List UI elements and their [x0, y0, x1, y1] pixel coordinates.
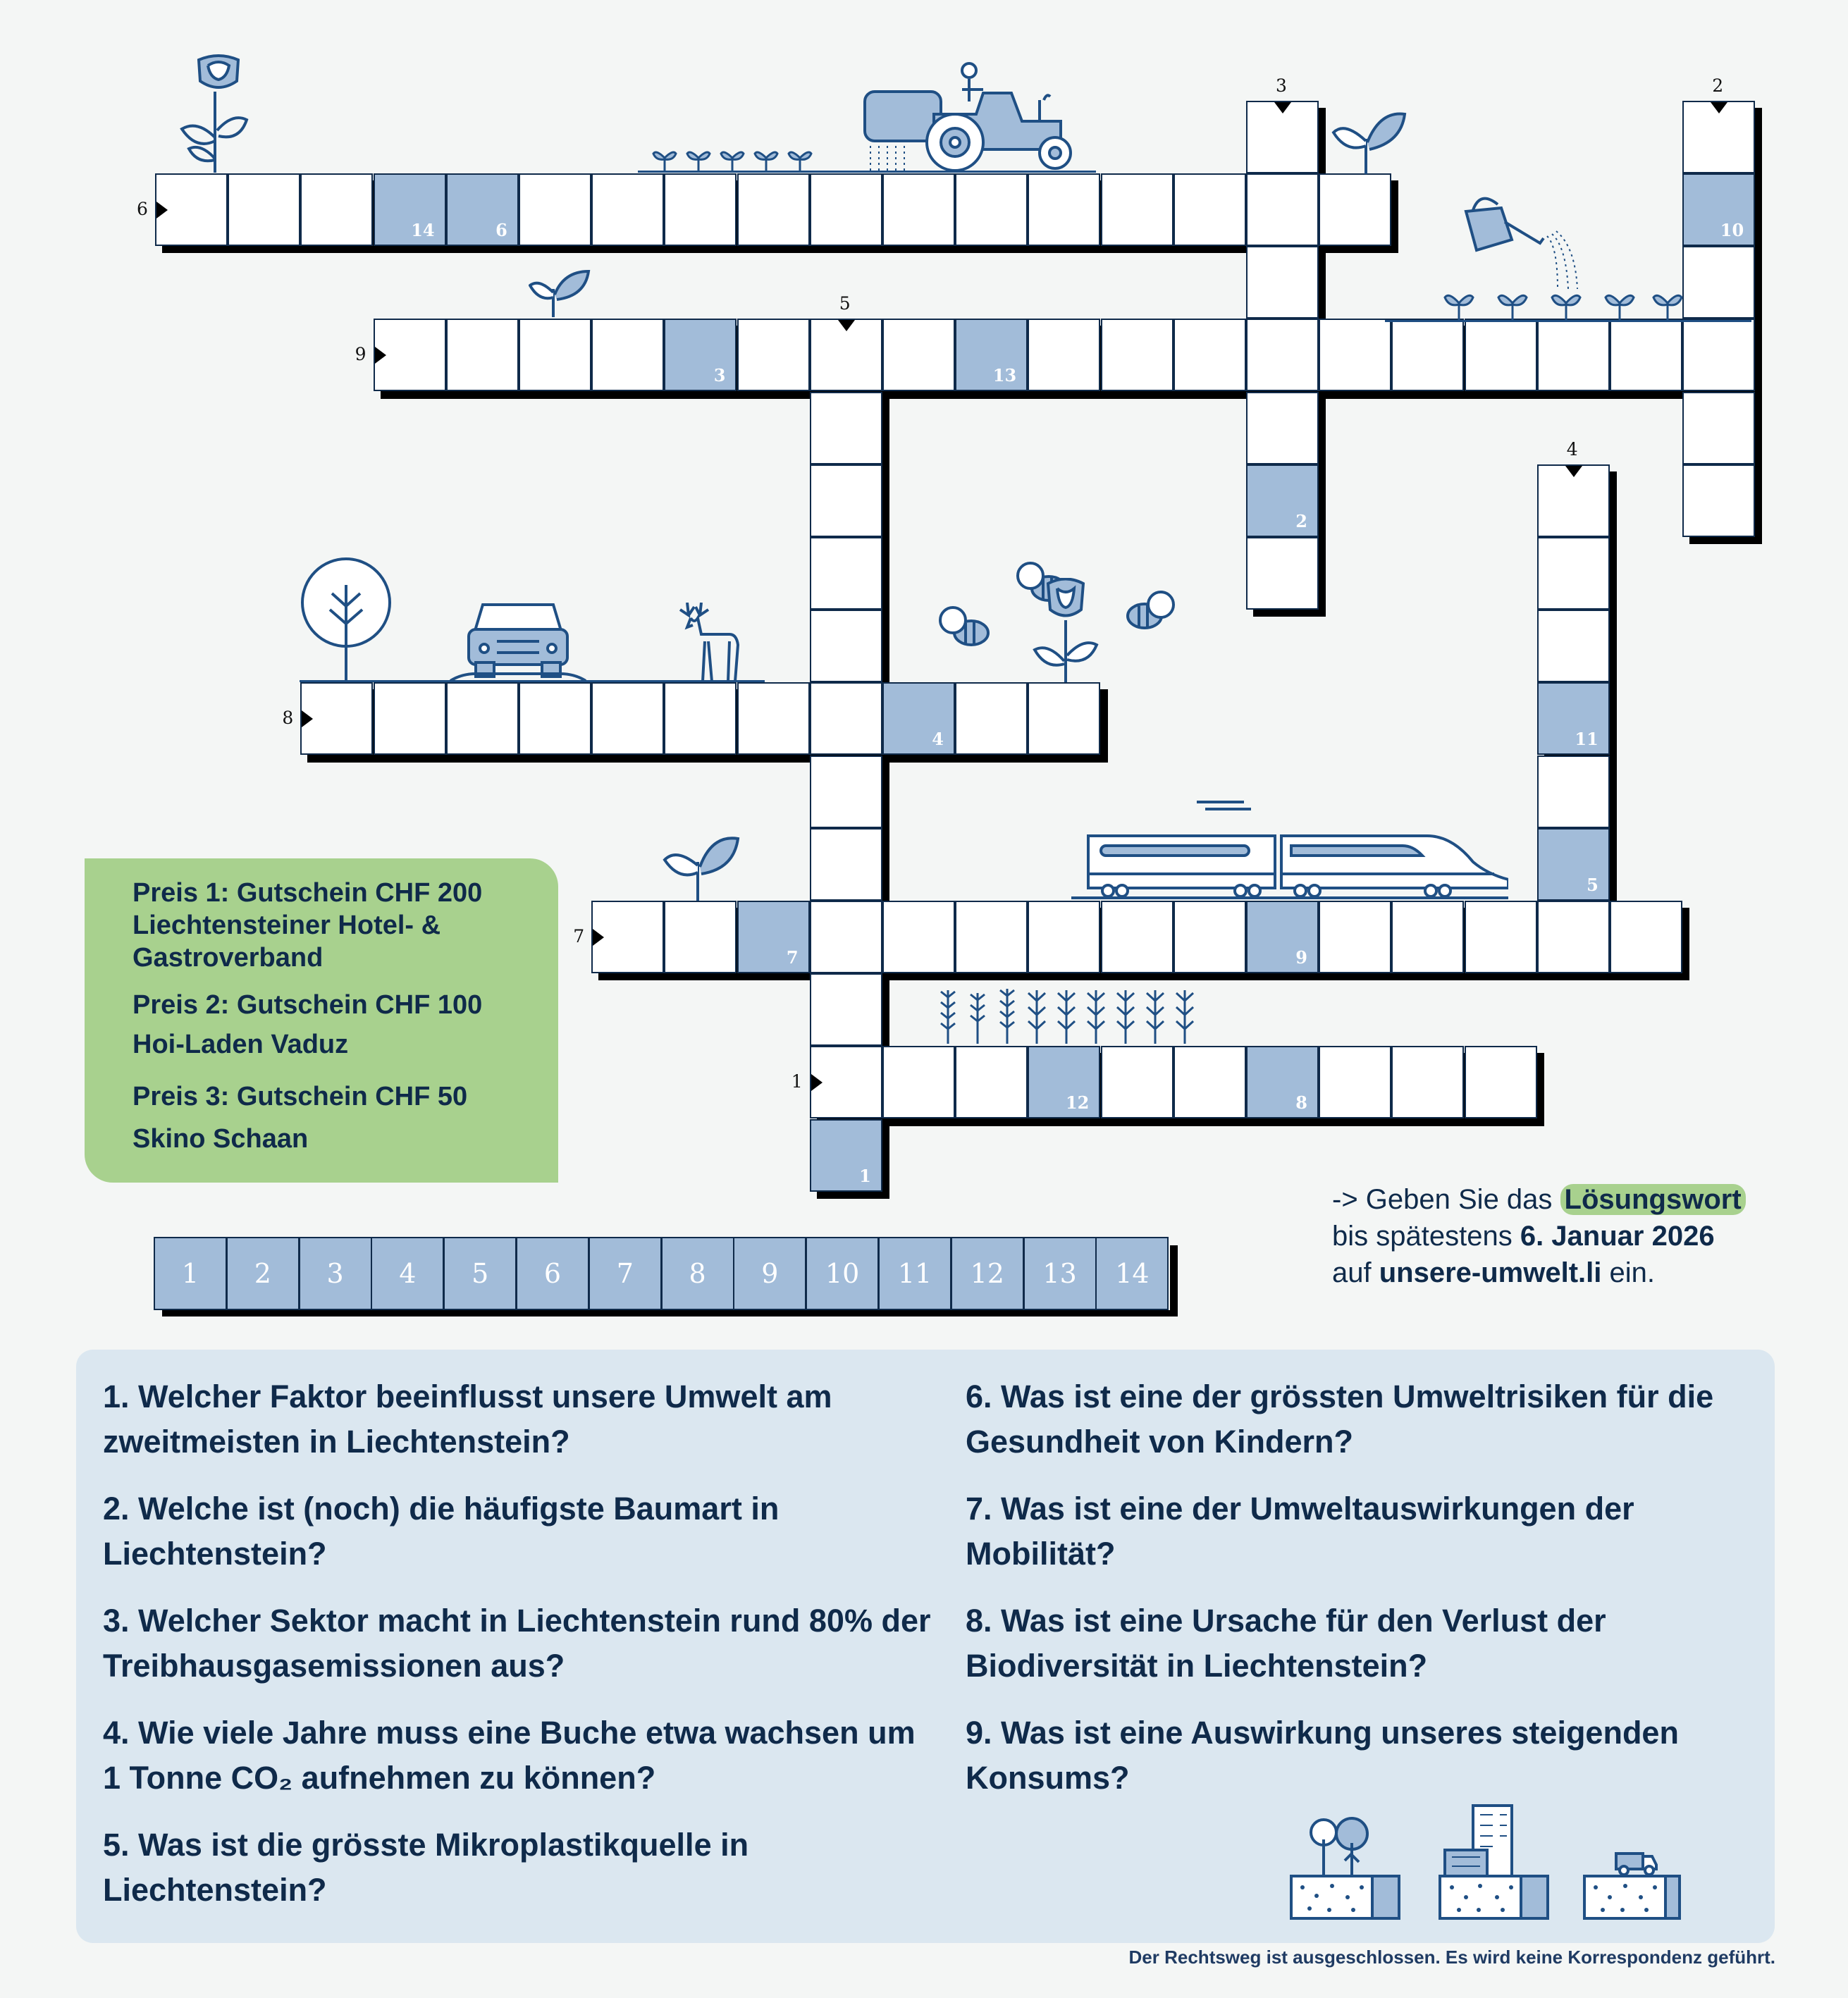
website-link[interactable]: unsere-umwelt.li	[1379, 1257, 1602, 1288]
crossword-cell[interactable]	[955, 682, 1028, 755]
crossword-cell[interactable]	[737, 173, 810, 246]
crossword-cell[interactable]	[810, 901, 882, 973]
solution-cell[interactable]	[1246, 464, 1319, 537]
solution-cell[interactable]	[1246, 901, 1319, 973]
crossword-cell[interactable]	[664, 173, 737, 246]
question-2: 2. Welche ist (noch) die häufigste Baumart in Liechtenstein?	[103, 1491, 780, 1572]
clue-number: 3	[1276, 75, 1287, 96]
crossword-cell[interactable]	[228, 173, 300, 246]
solution-cell[interactable]	[1682, 173, 1755, 246]
solution-slot[interactable]: 12	[951, 1237, 1024, 1310]
crossword-cell[interactable]	[1610, 901, 1682, 973]
cta-prefix: -> Geben Sie das	[1332, 1184, 1553, 1215]
crossword-cell[interactable]	[1537, 319, 1610, 391]
crossword-cell[interactable]	[955, 1046, 1028, 1118]
solution-cell[interactable]	[1028, 1046, 1100, 1118]
crossword-cell[interactable]	[1246, 173, 1319, 246]
across-arrow-icon	[593, 929, 604, 946]
solution-slot[interactable]: 4	[371, 1237, 444, 1310]
crossword-cell[interactable]	[810, 973, 882, 1046]
crossword-cell[interactable]	[1682, 464, 1755, 537]
crossword-cell[interactable]	[1028, 319, 1100, 391]
across-arrow-icon	[156, 202, 168, 218]
crossword-cell[interactable]	[1028, 682, 1100, 755]
crossword-cell[interactable]	[1319, 1046, 1391, 1118]
crossword-cell[interactable]	[1101, 1046, 1174, 1118]
prize-1: Preis 1: Gutschein CHF 200 Liechtensteiner Hotel- & Gastroverband	[133, 878, 483, 973]
solution-row-shadow	[162, 1310, 1178, 1316]
clue-number: 5	[839, 293, 851, 314]
solution-cell[interactable]	[955, 319, 1028, 391]
solution-index: 12	[1065, 1092, 1090, 1114]
question-8: 8. Was ist eine Ursache für den Verlust der Biodiversität in Liechtenstein?	[966, 1603, 1606, 1684]
solution-cell[interactable]	[737, 901, 810, 973]
solution-slot[interactable]: 6	[516, 1237, 589, 1310]
crossword-cell[interactable]	[882, 901, 955, 973]
crossword-cell[interactable]	[519, 173, 591, 246]
solution-slot[interactable]: 10	[806, 1237, 879, 1310]
crossword-cell[interactable]	[1682, 319, 1755, 391]
crossword-cell[interactable]	[300, 173, 373, 246]
crossword-cell[interactable]	[446, 682, 519, 755]
crossword-cell[interactable]	[1682, 392, 1755, 464]
crossword-cell[interactable]	[1101, 901, 1174, 973]
solution-cell[interactable]	[664, 319, 737, 391]
crossword-cell[interactable]	[1465, 319, 1537, 391]
solution-keyword: Lösungswort	[1560, 1184, 1746, 1215]
crossword-cell[interactable]	[1246, 537, 1319, 610]
across-arrow-icon	[375, 347, 386, 364]
solution-index: 6	[495, 220, 507, 240]
crossword-cell[interactable]	[810, 756, 882, 828]
solution-index: 13	[992, 365, 1017, 386]
clue-number: 1	[791, 1071, 803, 1092]
down-arrow-icon	[1711, 102, 1727, 113]
bee-icon	[1122, 589, 1175, 633]
across-arrow-icon	[302, 710, 313, 727]
cta-line3: auf	[1332, 1257, 1372, 1288]
solution-index: 7	[786, 947, 799, 968]
crossword-cell[interactable]	[737, 319, 810, 391]
bee-icon	[937, 605, 990, 648]
crossword-cell[interactable]	[1319, 901, 1391, 973]
call-to-action	[1332, 1181, 1746, 1291]
solution-index: 5	[1587, 874, 1598, 895]
plant-icon	[1331, 107, 1408, 174]
crossword-cell[interactable]	[1610, 319, 1682, 391]
solution-index: 10	[1720, 220, 1744, 240]
solution-cell[interactable]	[374, 173, 446, 246]
solution-slot[interactable]: 9	[733, 1237, 806, 1310]
crossword-cell[interactable]	[374, 682, 446, 755]
solution-index: 9	[1295, 947, 1307, 968]
question-7: 7. Was ist eine der Umweltauswirkungen der Mobilität?	[966, 1491, 1634, 1572]
question-9: 9. Was ist eine Auswirkung unseres steigenden Konsums?	[966, 1715, 1679, 1796]
prize-box	[85, 858, 558, 1183]
solution-index: 1	[859, 1165, 871, 1186]
crossword-cell[interactable]	[519, 319, 591, 391]
solution-slot[interactable]: 14	[1095, 1237, 1169, 1310]
down-arrow-icon	[1274, 102, 1291, 113]
crossword-cell[interactable]	[1391, 319, 1464, 391]
crossword-cell[interactable]	[1246, 246, 1319, 319]
rose-icon	[176, 53, 261, 173]
solution-cell[interactable]	[446, 173, 519, 246]
crossword-cell[interactable]	[1174, 901, 1246, 973]
crossword-cell[interactable]	[1537, 537, 1610, 610]
crossword-cell[interactable]	[1319, 173, 1391, 246]
solution-index: 8	[1295, 1092, 1307, 1114]
solution-cell[interactable]	[1537, 682, 1610, 755]
crossword-cell[interactable]	[737, 682, 810, 755]
crossword-cell[interactable]	[810, 682, 882, 755]
question-6: 6. Was ist eine der grössten Umweltrisiken für die Gesundheit von Kindern?	[966, 1379, 1714, 1460]
crossword-cell[interactable]	[1028, 901, 1100, 973]
tulip-icon	[1030, 578, 1101, 682]
crossword-cell[interactable]	[446, 319, 519, 391]
deadline: 6. Januar 2026	[1520, 1221, 1715, 1252]
solution-slot[interactable]: 2	[226, 1237, 300, 1310]
crossword-cell[interactable]	[955, 901, 1028, 973]
crossword-cell[interactable]	[1391, 1046, 1464, 1118]
seedlings-icon	[1443, 288, 1697, 321]
train-icon	[1071, 795, 1508, 899]
crossword-cell[interactable]	[591, 682, 664, 755]
crossword-cell[interactable]	[519, 682, 591, 755]
crossword-cell[interactable]	[1391, 901, 1464, 973]
solution-row-shadow	[1170, 1245, 1178, 1316]
crossword-cell[interactable]	[664, 682, 737, 755]
crossword-cell[interactable]	[1101, 173, 1174, 246]
crossword-cell[interactable]	[1319, 319, 1391, 391]
crossword-cell[interactable]	[955, 173, 1028, 246]
plant-icon	[659, 830, 744, 901]
solution-cell[interactable]	[882, 682, 955, 755]
solution-slot[interactable]: 3	[299, 1237, 372, 1310]
crossword-cell[interactable]	[810, 392, 882, 464]
crossword-cell[interactable]	[810, 173, 882, 246]
solution-cell[interactable]	[1537, 828, 1610, 901]
crossword-cell[interactable]	[1246, 392, 1319, 464]
clue-number: 6	[137, 199, 148, 219]
crossword-cell[interactable]	[1537, 901, 1610, 973]
seedlings-icon	[652, 147, 821, 172]
crossword-cell[interactable]	[1174, 173, 1246, 246]
land-use-icons	[1288, 1797, 1683, 1924]
crossword-cell[interactable]	[882, 1046, 955, 1118]
cta-line2: bis spätestens	[1332, 1221, 1513, 1252]
question-5: 5. Was ist die grösste Mikroplastikquelle in Liechtenstein?	[103, 1827, 749, 1908]
solution-index: 11	[1575, 729, 1598, 750]
grain-field-icon	[934, 983, 1202, 1044]
solution-slot[interactable]: 5	[443, 1237, 517, 1310]
clue-number: 7	[573, 926, 585, 946]
prize-2: Preis 2: Gutschein CHF 100 Hoi-Laden Vaduz	[133, 990, 483, 1059]
solution-index: 4	[932, 729, 944, 750]
crossword-cell[interactable]	[664, 901, 737, 973]
solution-slot[interactable]: 7	[589, 1237, 662, 1310]
car-icon	[448, 598, 589, 681]
crossword-cell[interactable]	[810, 537, 882, 610]
crossword-cell[interactable]	[810, 828, 882, 901]
deer-icon	[673, 603, 744, 682]
crossword-cell[interactable]	[1537, 610, 1610, 682]
tractor-icon	[863, 58, 1075, 174]
solution-slot[interactable]: 1	[154, 1237, 227, 1310]
crossword-cell[interactable]	[1101, 319, 1174, 391]
crossword-cell[interactable]	[882, 173, 955, 246]
clue-number: 9	[355, 344, 366, 365]
clue-number: 8	[282, 708, 294, 729]
solution-index: 14	[411, 220, 435, 240]
solution-index: 2	[1295, 510, 1307, 531]
clue-number: 4	[1566, 438, 1578, 460]
crossword-cell[interactable]	[591, 173, 664, 246]
crossword-cell[interactable]	[1174, 1046, 1246, 1118]
question-1: 1. Welcher Faktor beeinflusst unsere Umwelt am zweitmeisten in Liechtenstein?	[103, 1379, 832, 1460]
down-arrow-icon	[838, 320, 855, 331]
solution-slot[interactable]: 11	[878, 1237, 951, 1310]
questions-panel	[76, 1350, 1775, 1943]
watering-can-icon	[1445, 190, 1579, 289]
question-4: 4. Wie viele Jahre muss eine Buche etwa wachsen um 1 Tonne CO₂ aufnehmen zu können?	[103, 1715, 916, 1796]
prize-3: Preis 3: Gutschein CHF 50 Skino Schaan	[133, 1082, 468, 1154]
legal-disclaimer: Der Rechtsweg ist ausgeschlossen. Es wird keine Korrespondenz geführt.	[1128, 1947, 1775, 1968]
down-arrow-icon	[1565, 466, 1582, 477]
solution-slot[interactable]: 8	[661, 1237, 734, 1310]
solution-slot[interactable]: 13	[1023, 1237, 1097, 1310]
question-3: 3. Welcher Sektor macht in Liechtenstein rund 80% der Treibhausgasemissionen aus?	[103, 1603, 931, 1684]
crossword-cell[interactable]	[1537, 756, 1610, 828]
crossword-cell[interactable]	[1246, 319, 1319, 391]
crossword-cell[interactable]	[1465, 1046, 1537, 1118]
solution-cell[interactable]	[1246, 1046, 1319, 1118]
crossword-cell[interactable]	[1465, 901, 1537, 973]
crossword-cell[interactable]	[1174, 319, 1246, 391]
crossword-cell[interactable]	[810, 464, 882, 537]
crossword-cell[interactable]	[882, 319, 955, 391]
clue-number: 2	[1712, 75, 1724, 96]
tree-icon	[298, 557, 397, 680]
crossword-cell[interactable]	[591, 319, 664, 391]
sprout-icon	[529, 268, 592, 317]
solution-cell[interactable]	[810, 1119, 882, 1192]
across-arrow-icon	[811, 1074, 823, 1091]
crossword-cell[interactable]	[810, 610, 882, 682]
solution-index: 3	[713, 365, 726, 386]
crossword-cell[interactable]	[1028, 173, 1100, 246]
cta-suffix: ein.	[1609, 1257, 1655, 1288]
